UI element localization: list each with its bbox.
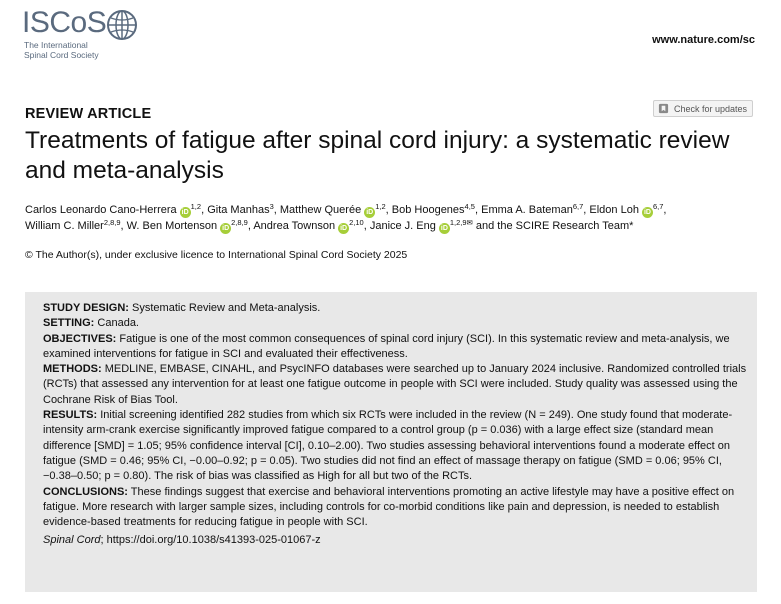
author-name[interactable]: William C. Miller$^{2,8,9}$ (25, 218, 121, 232)
logo-wordmark: ISCoS (22, 6, 107, 39)
abstract-box (25, 292, 757, 592)
affiliation-superscript: 6,7 (652, 202, 664, 211)
orcid-icon[interactable]: iD (222, 225, 230, 232)
author-line-1: Carlos Leonardo Cano-Herrera iD$^{1,2}$, Gita Manhas$^3$, Matthew Querée iD$^{1,2}$, Bob Hoogenes$^{4,5}$, Emma A. Bateman$^{6,7}$, Eldon Loh iD$^{6,7}$, (25, 202, 667, 216)
affiliation-superscript: 4,5 (464, 202, 475, 211)
abstract-study-design: STUDY DESIGN: Systematic Review and Meta-analysis. (43, 302, 321, 314)
orcid-icon[interactable]: iD (440, 225, 448, 232)
citation (43, 533, 747, 548)
author-name[interactable]: Emma A. Bateman$^{6,7}$ (481, 202, 584, 216)
affiliation-superscript: 2,10 (349, 218, 364, 227)
abstract-conclusions: CONCLUSIONS: These findings suggest that exercise and behavioral interventions promoting an active lifestyle may have a positive effect on fatigue. More research with larger sample sizes, including controls for co-morbid conditions like pain and depression, is needed to establish evidence-based treatments for reducing fatigue in people with SCI. (43, 485, 735, 529)
author-name[interactable]: Andrea Townson iD$^{2,10}$ (253, 218, 364, 232)
iscos-logo (22, 6, 142, 62)
author-name[interactable]: Janice J. Eng $iD^{1,2,9✉}$ (369, 218, 473, 232)
orcid-icon[interactable]: iD (366, 209, 374, 216)
globe-icon (106, 9, 138, 41)
copyright-notice: © The Author(s), under exclusive licence to International Spinal Cord Society 2025 (25, 249, 408, 261)
author-name[interactable]: Carlos Leonardo Cano-Herrera iD$^{1,2}$ (25, 202, 202, 216)
abstract-methods: METHODS: MEDLINE, EMBASE, CINAHL, and PsycINFO databases were searched up to January 2024 inclusive. Randomized controlled trials (RCTs) that assessed any intervention for at least one fatigue outcome in people with SCI were included. Study quality was assessed using the Cochrane Risk of Bias Tool. (43, 363, 747, 406)
affiliation-superscript: 1,2,9✉ (449, 218, 473, 227)
affiliation-superscript: 1,2 (190, 202, 202, 211)
abstract-objectives: OBJECTIVES: Fatigue is one of the most common consequences of spinal cord injury (SCI). In this systematic review and meta-analysis, we examined interventions for fatigue in SCI and evaluated their effectiveness. (43, 332, 730, 360)
author-name[interactable]: Bob Hoogenes$^{4,5}$ (391, 202, 475, 216)
author-name[interactable]: W. Ben Mortenson iD$^{2,8,9}$ (126, 218, 248, 232)
orcid-icon[interactable]: iD (643, 209, 651, 216)
bookmark-icon (658, 103, 669, 114)
orcid-icon[interactable]: iD (181, 209, 189, 216)
author-list (25, 202, 765, 234)
affiliation-superscript: 6,7 (572, 202, 584, 211)
author-name[interactable]: Matthew Querée iD$^{1,2}$ (279, 202, 386, 216)
abstract-results: RESULTS: Initial screening identified 282 studies from which six RCTs were included in the review (N = 249). One study found that moderate-intensity arm-crank exercise significantly improved fatigue compared to a control group (p = 0.036) with a large effect size (standard mean difference [SMD] = 1.05; 95% confidence interval [CI], 0.10–2.00). Two studies assessing behavioral interventions found a moderate effect on fatigue (SMD = 0.46; 95% CI, −0.00–0.92; p = 0.05). Two studies did not find an effect of massage therapy on fatigue (SMD = 0.06; 95% CI, −0.38–0.50; p = 0.80). The risk of bias was classified as High for all but two of the RCTs. (43, 409, 733, 483)
affiliation-superscript: 2,8,9 (103, 218, 121, 227)
check-for-updates-label: Check for updates (674, 103, 748, 114)
journal-name: Spinal Cord (43, 534, 101, 547)
orcid-icon[interactable]: iD (340, 225, 348, 232)
doi-link[interactable]: ; https://doi.org/10.1038/s41393-025-01067-z (100, 534, 321, 547)
site-url-link[interactable]: www.nature.com/sc (652, 34, 755, 46)
research-team-credit: and the SCIRE Research Team* (472, 220, 634, 232)
affiliation-superscript: 3 (269, 202, 274, 211)
affiliation-superscript: 2,8,9 (231, 218, 248, 227)
author-line-2: William C. Miller$^{2,8,9}$, W. Ben Mortenson iD$^{2,8,9}$, Andrea Townson iD$^{2,10}$, Janice J. Eng $iD^{1,2,9✉}$ and the SCIRE Research Team* (25, 218, 634, 232)
affiliation-superscript: 1,2 (375, 202, 386, 211)
article-type-label: REVIEW ARTICLE (25, 106, 152, 122)
article-title: Treatments of fatigue after spinal cord injury: a systematic review and meta-analysis (25, 127, 730, 184)
author-name[interactable]: Eldon Loh iD$^{6,7}$ (589, 202, 664, 216)
author-name[interactable]: Gita Manhas$^3$ (207, 202, 274, 216)
abstract-setting: SETTING: Canada. (43, 317, 139, 330)
check-for-updates-button[interactable] (653, 100, 753, 117)
logo-subtitle: The International Spinal Cord Society (24, 40, 99, 60)
